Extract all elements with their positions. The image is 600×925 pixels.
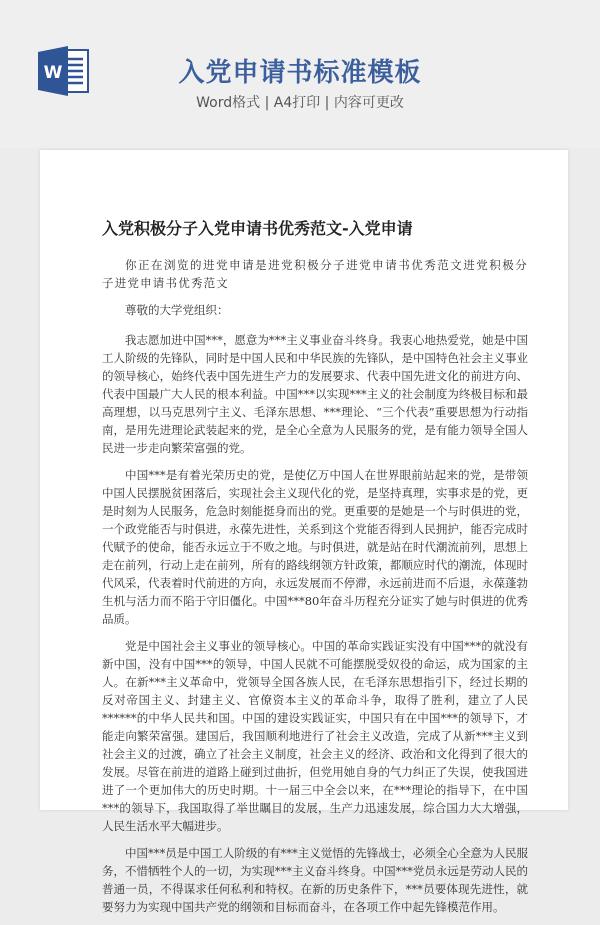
document-body <box>102 256 528 925</box>
intro-paragraph: 你正在浏览的进党申请是进党积极分子进党申请书优秀范文进党积极分子进党申请书优秀范文 <box>102 258 528 290</box>
body-paragraph: 我志愿加进中国***，愿意为***主义事业奋斗终身。我衷心地热爱党，她是中国工人阶级的先锋队，同时是中国人民和中华民族的先锋队，是中国特色社会主义事业的领导核心，始终代表中国先进生产力的发展要求、代表中国先进文化的前进方向、代表中国最广大人民的根本利益。中国***以实现***主义的社会制度为终极目标和最高理想，以马克思列宁主义、毛泽东思想、***理论、“三个代表”重要思想为行动指南，是用先进理论武装起来的党，是全心全意为人民服务的党，是有能力领导全国人民进一步走向繁荣富强的党。 <box>102 333 528 455</box>
header-banner <box>0 0 600 148</box>
banner-title: 入党申请书标准模板 <box>178 58 422 88</box>
document-page <box>40 150 568 914</box>
body-paragraph: 中国***员是中国工人阶级的有***主义觉悟的先锋战士，必须全心全意为人民服务，不惜牺牲个人的一切，为实现***主义奋斗终身。中国***党员永远是劳动人民的普通一员，不得谋求任何私利和特权。在新的历史条件下，***员要体现先进性，就要努力为实现中国共产党的纲领和目标而奋斗，在各项工作中起先锋模范作用。 <box>102 846 528 914</box>
word-icon-letter: W <box>43 63 63 83</box>
body-paragraph: 党是中国社会主义事业的领导核心。中国的革命实践证实没有中国***的就没有新中国，没有中国***的领导，中国人民就不可能摆脱受奴役的命运，成为国家的主人。在新***主义革命中，党领导全国各族人民，在毛泽东思想指引下，经过长期的反对帝国主义、封建主义、官僚资本主义的革命斗争，取得了胜利，建立了人民******的中华人民共和国。中国的建设实践证实，中国只有在中国***的领导下，才能走向繁荣富强。建国后，我国顺利地进行了社会主义改造，完成了从新***主义到社会主义的过渡，确立了社会主义制度，社会主义的经济、政治和文化得到了很大的发展。尽管在前进的道路上碰到过曲折，但党用她自身的气力纠正了失误，使我国进进了一个更加伟大的历史时期。十一届三中全会以来，在***理论的指导下，在中国***的领导下，我国取得了举世瞩目的发展，生产力迅速发展，综合国力大大增强，人民生活水平大幅进步。 <box>102 639 528 833</box>
salutation: 尊敬的大学党组织： <box>125 303 229 317</box>
body-paragraph: 中国***是有着光荣历史的党，是使亿万中国人在世界眼前站起来的党，是带领中国人民摆脱贫困落后，实现社会主义现代化的党，是坚持真理，实事求是的党，更是时刻为人民服务，危急时刻能挺身而出的党。更重要的是她是一个与时俱进的党，一个政党能否与时俱进，永葆先进性，关系到这个党能否得到人民拥护，能否完成时代赋予的使命，能否永远立于不败之地。与时俱进，就是站在时代潮流前列，思想上走在前列，行动上走在前列，所有的路线纲领方针政策，都顺应时代的潮流，体现时代风采，代表着时代前进的方向，永远发展而不停滞，永远前进而不后退，永葆蓬勃生机与活力而不陷于守旧僵化。中国***80年奋斗历程充分证实了她与时俱进的优秀品质。 <box>102 468 528 626</box>
banner-subtitle: Word格式 | A4打印 | 内容可更改 <box>196 95 404 111</box>
document-title: 入党积极分子入党申请书优秀范文-入党申请 <box>102 219 413 238</box>
